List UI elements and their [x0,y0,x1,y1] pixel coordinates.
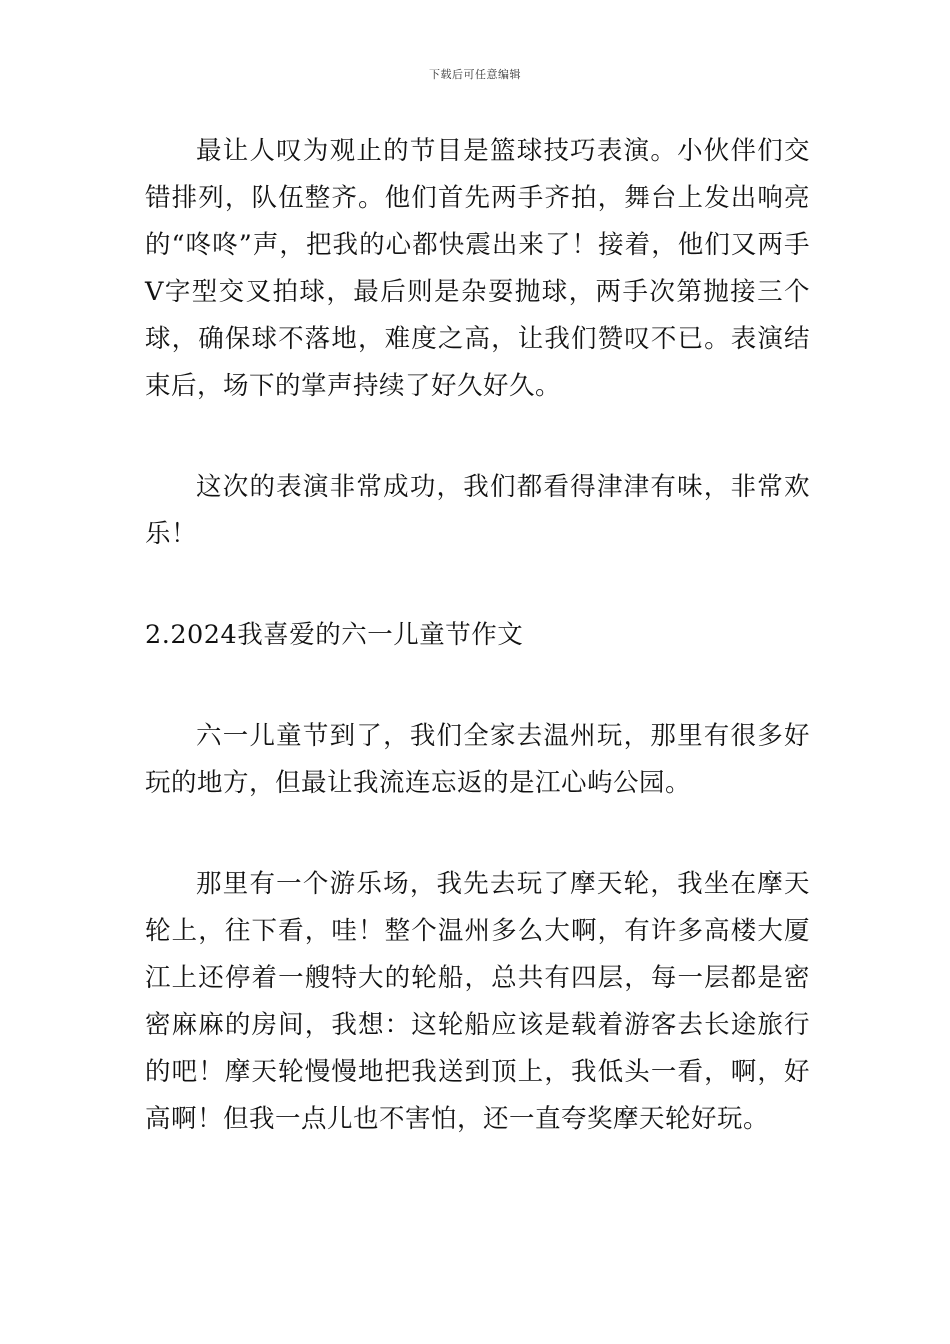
paragraph-intro: 六一儿童节到了，我们全家去温州玩，那里有很多好玩的地方，但最让我流连忘返的是江心屿公园。 [145,721,810,798]
page-header: 下载后可任意编辑 [429,68,521,81]
section-heading: 2.2024我喜爱的六一儿童节作文 [145,620,524,650]
paragraph-ferris-wheel: 那里有一个游乐场，我先去玩了摩天轮，我坐在摩天轮上，往下看，哇！整个温州多么大啊，有许多高楼大厦江上还停着一艘特大的轮船，总共有四层，每一层都是密密麻麻的房间，我想：这轮船应该是载着游客去长途旅行的吧！摩天轮慢慢地把我送到顶上，我低头一看，啊，好高啊！但我一点儿也不害怕，还一直夸奖摩天轮好玩。 [145,869,810,1134]
paragraph-basketball: 最让人叹为观止的节目是篮球技巧表演。小伙伴们交错排列，队伍整齐。他们首先两手齐拍，舞台上发出响亮的“咚咚”声，把我的心都快震出来了！接着，他们又两手V字型交叉拍球，最后则是杂耍抛球，两手次第抛接三个球，确保球不落地，难度之高，让我们赞叹不已。表演结束后，场下的掌声持续了好久好久。 [145,136,810,401]
article-body [145,128,810,1143]
paragraph-conclusion: 这次的表演非常成功，我们都看得津津有味，非常欢乐！ [145,472,810,549]
